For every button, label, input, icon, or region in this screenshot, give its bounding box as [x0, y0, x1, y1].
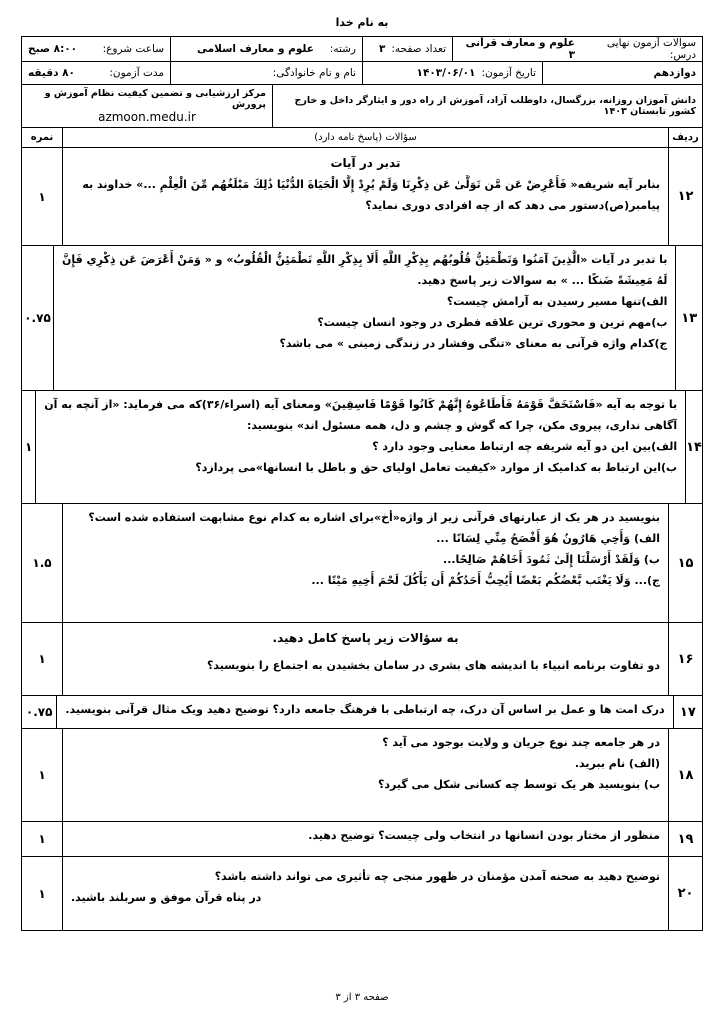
question-line: ج)کدام واژه قرآنی به معنای «تنگی وفشار در زندگی زمینی » می باشد؟ — [279, 336, 668, 350]
question-line: پیامبر(ص)دستور می دهد که از چه افرادی دوری نماید؟ — [365, 198, 660, 212]
question-row — [22, 148, 702, 246]
question-number: ۱۸ — [668, 729, 702, 821]
section-title: تدبر در آیات — [330, 156, 401, 170]
question-body — [35, 391, 685, 503]
question-line: دو تفاوت برنامه انبیاء با اندیشه های بشری در سامان بخشیدن به اجتماع را بنویسید؟ — [206, 658, 660, 672]
question-row — [22, 822, 702, 857]
question-number: ۱۳ — [675, 246, 702, 390]
question-body — [62, 729, 668, 821]
question-line: ب) وَلَقَدْ أَرْسَلْنَا إِلَىٰ ثَمُودَ أَخَاهُمْ صَالِحًا... — [443, 552, 660, 566]
duration-cell — [22, 62, 170, 84]
course-value: علوم و معارف قرآنی ۳ — [465, 37, 575, 61]
question-line: ب)این ارتباط به کدامیک از موارد «کیفیت تعامل اولیای حق و باطل با انسانها»می پردازد؟ — [195, 460, 678, 474]
question-score: ۱ — [38, 832, 46, 846]
header-row-2 — [22, 62, 702, 85]
center-site: azmoon.medu.ir — [98, 110, 196, 124]
date-value: ۱۴۰۳/۰۶/۰۱ — [416, 67, 476, 79]
question-score: ۱.۵ — [32, 556, 52, 570]
question-number: ۱۹ — [668, 822, 702, 856]
name-label: نام و نام خانوادگی: — [272, 67, 356, 79]
question-line: توضیح دهید به صحنه آمدن مؤمنان در ظهور منجی چه تأثیری می تواند داشته باشد؟ — [214, 870, 660, 883]
question-line: بنابر آیه شریفه« فَأَعْرِضْ عَن مَّن تَوَلَّىٰ عَن ذِكْرِنَا وَلَمْ يُرِدْ إِلَّا الْحَيَاةَ الدُّنْيَا ذَٰلِكَ مَبْلَغُهُم مِّنَ الْعِلْمِ ...» خداوند به — [82, 177, 660, 191]
grade-cell — [542, 62, 702, 84]
header-row-3 — [22, 85, 702, 128]
question-line: با تدبر در آیات «الَّذِينَ آمَنُوا وَتَطْمَئِنُّ قُلُوبُهُم بِذِكْرِ اللَّهِ أَلَا بِذِكْرِ اللَّهِ تَطْمَئِنُّ الْقُلُوبُ» و « وَمَنْ أَعْرَضَ عَن ذِكْرِي فَإِنَّ — [62, 253, 668, 266]
question-score: ۱ — [38, 768, 46, 782]
exam-sheet — [21, 36, 703, 931]
question-line: در هر جامعه چند نوع جریان و ولایت بوجود می آید ؟ — [382, 736, 660, 749]
question-row — [22, 696, 702, 729]
question-body — [56, 696, 672, 728]
field-value: علوم و معارف اسلامی — [197, 43, 314, 55]
question-line: با توجه به آیه «فَاسْتَخَفَّ قَوْمَهُ فَأَطَاعُوهُ إِنَّهُمْ كَانُوا قَوْمًا فَاسِقِينَ» ومعنای آیه (اسراء/۳۶)که می فرماید: «از آنچه به آن — [44, 398, 678, 411]
pages-label: تعداد صفحه: — [391, 43, 446, 55]
question-body — [62, 822, 668, 856]
page-footer: صفحه ۳ از ۳ — [335, 992, 389, 1003]
name-cell — [170, 62, 362, 84]
pages-cell — [362, 37, 452, 61]
question-line: لَهُ مَعِيشَةً ضَنكًا ... » به سوالات زیر پاسخ دهید. — [417, 273, 668, 287]
center-name: مرکز ارزشیابی و تضمین کیفیت نظام آموزش و پرورش — [44, 88, 266, 110]
question-number: ۱۴ — [685, 391, 702, 503]
question-line: الف) وَأَخِي هَارُونُ هُوَ أَفْصَحُ مِنِّي لِسَانًا ... — [436, 531, 660, 545]
question-score: ۱ — [38, 886, 46, 901]
question-line: ب)مهم ترین و محوری ترین علاقه فطری در وجود انسان چیست؟ — [317, 315, 668, 329]
question-row — [22, 504, 702, 623]
question-body — [62, 148, 668, 245]
question-score: ۰.۷۵ — [25, 705, 53, 719]
col-score-header: نمره — [30, 132, 54, 143]
question-number: ۱۲ — [668, 148, 702, 245]
question-number: ۱۶ — [668, 623, 702, 695]
header-row-1 — [22, 37, 702, 62]
question-body — [62, 857, 668, 930]
question-line: درک امت ها و عمل بر اساس آن درک، چه ارتباطی با فرهنگ جامعه دارد؟ توضیح دهید ویک مثال قرآنی بنویسید. — [65, 703, 665, 716]
question-line: ج)... وَلَا يَغْتَب بَّعْضُكُم بَعْضًا أَيُحِبُّ أَحَدُكُمْ أَن يَأْكُلَ لَحْمَ أَخِيهِ مَيْتًا ... — [311, 573, 660, 587]
course-cell — [452, 37, 702, 61]
question-line: آگاهی نداری، پیروی مکن، چرا که گوش و چشم و دل، همه مسئول اند» بنویسید: — [247, 418, 678, 432]
start-cell — [22, 37, 170, 61]
question-score: ۱ — [38, 652, 46, 666]
start-label: ساعت شروع: — [102, 43, 164, 55]
question-number: ۱۵ — [668, 504, 702, 622]
closing-note: در پناه قرآن موفق و سربلند باشید. — [71, 890, 262, 904]
question-line: الف)بین این دو آیه شریفه چه ارتباط معنایی وجود دارد ؟ — [372, 439, 678, 453]
question-line: (الف) نام ببرید. — [574, 756, 660, 770]
question-row — [22, 391, 702, 504]
question-row — [22, 729, 702, 822]
students-desc: دانش آموزان روزانه، بزرگسال، داوطلب آزاد، آموزش از راه دور و ایثارگر داخل و خارج کشور تابستان ۱۴۰۳ — [294, 95, 696, 117]
question-row — [22, 623, 702, 696]
pages-value: ۳ — [378, 43, 386, 55]
start-value: ۸:۰۰ صبح — [28, 43, 78, 55]
field-label: رشته: — [329, 43, 356, 55]
question-number: ۲۰ — [668, 857, 702, 930]
question-line: الف)تنها مسیر رسیدن به آرامش چیست؟ — [446, 294, 668, 308]
center-cell — [22, 85, 272, 127]
date-label: تاریخ آزمون: — [481, 67, 536, 79]
field-cell — [170, 37, 362, 61]
question-body — [62, 504, 668, 622]
question-row — [22, 857, 702, 930]
question-line: بنویسید در هر یک از عبارتهای قرآنی زیر از واژه«أخ»برای اشاره به کدام نوع مشابهت استفاده شده است؟ — [88, 511, 660, 524]
section-title: به سؤالات زیر پاسخ کامل دهید. — [272, 631, 459, 645]
question-row — [22, 246, 702, 391]
course-label: سوالات آزمون نهایی درس: — [606, 37, 696, 61]
col-num-header: ردیف — [668, 128, 702, 147]
col-questions-header: سؤالات (پاسخ نامه دارد) — [62, 128, 668, 147]
question-body — [62, 623, 668, 695]
question-number: ۱۷ — [673, 696, 702, 728]
column-header — [22, 128, 702, 148]
question-score: ۱ — [38, 189, 46, 204]
students-cell — [272, 85, 702, 127]
question-score: ۰.۷۵ — [24, 311, 51, 325]
duration-label: مدت آزمون: — [109, 67, 164, 79]
top-title: به نام خدا — [335, 16, 389, 29]
question-line: منظور از مختار بودن انسانها در انتخاب ولی چیست؟ توضیح دهید. — [308, 829, 660, 842]
question-score: ۱ — [24, 440, 33, 454]
grade-value: دوازدهم — [653, 67, 696, 79]
date-cell — [362, 62, 542, 84]
duration-value: ۸۰ دقیقه — [28, 67, 75, 79]
question-body — [53, 246, 675, 390]
question-line: ب) بنویسید هر یک توسط چه کسانی شکل می گیرد؟ — [377, 777, 660, 791]
